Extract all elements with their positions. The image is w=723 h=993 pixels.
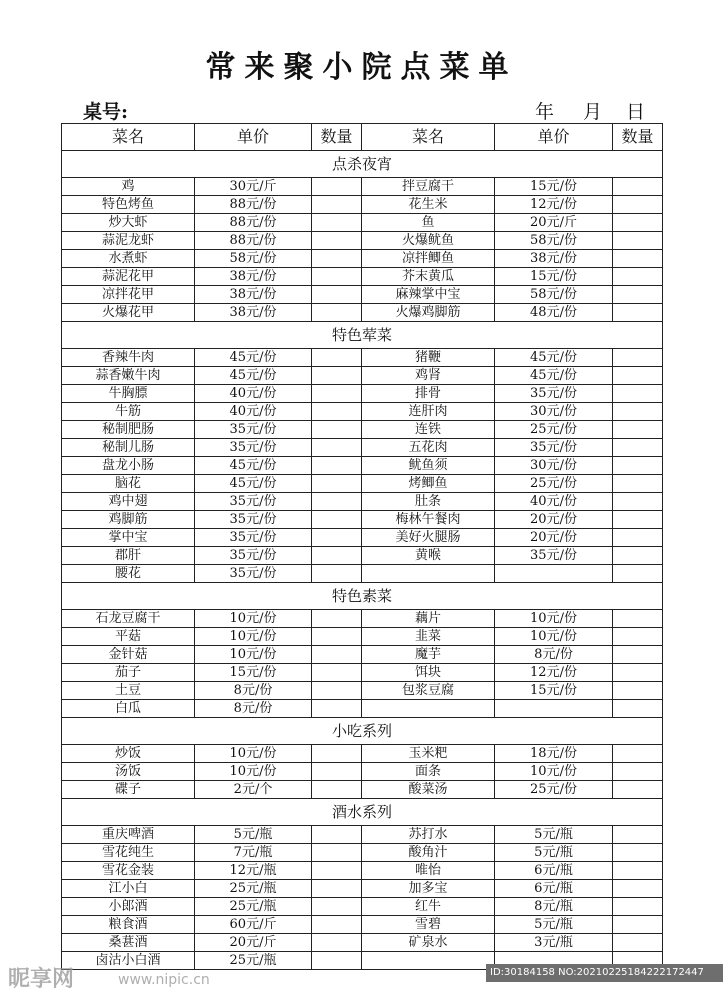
price-cell: 88元/份	[195, 232, 312, 250]
quantity-cell[interactable]	[312, 934, 362, 952]
quantity-cell[interactable]	[312, 628, 362, 646]
price-cell: 58元/份	[195, 250, 312, 268]
dish-name-cell: 肚条	[362, 493, 495, 511]
quantity-cell[interactable]	[312, 403, 362, 421]
table-row	[62, 646, 663, 664]
dish-name-cell: 饵块	[362, 664, 495, 682]
price-cell: 60元/斤	[195, 916, 312, 934]
price-cell: 58元/份	[495, 232, 613, 250]
dish-name-cell: 火爆鸡脚筋	[362, 304, 495, 322]
dish-name-cell: 碟子	[62, 781, 195, 799]
price-cell: 35元/份	[195, 439, 312, 457]
table-row	[62, 232, 663, 250]
quantity-cell[interactable]	[312, 475, 362, 493]
column-header-price: 单价	[195, 124, 312, 151]
table-row	[62, 898, 663, 916]
dish-name-cell: 特色烤鱼	[62, 196, 195, 214]
dish-name-cell: 平菇	[62, 628, 195, 646]
price-cell: 10元/份	[195, 628, 312, 646]
price-cell: 35元/份	[195, 493, 312, 511]
dish-name-cell: 江小白	[62, 880, 195, 898]
table-row	[62, 196, 663, 214]
table-row	[62, 763, 663, 781]
dish-name-cell: 麻辣掌中宝	[362, 286, 495, 304]
quantity-cell[interactable]	[613, 475, 663, 493]
dish-name-cell: 炒饭	[62, 745, 195, 763]
price-cell: 15元/份	[495, 268, 613, 286]
quantity-cell[interactable]	[312, 763, 362, 781]
price-cell: 45元/份	[495, 367, 613, 385]
price-cell: 20元/斤	[195, 934, 312, 952]
price-cell: 25元/份	[495, 475, 613, 493]
table-row	[62, 700, 663, 718]
price-cell: 15元/份	[495, 178, 613, 196]
dish-name-cell: 茄子	[62, 664, 195, 682]
quantity-cell[interactable]	[613, 763, 663, 781]
section-row	[62, 322, 663, 349]
quantity-cell[interactable]	[613, 862, 663, 880]
price-cell: 35元/份	[195, 421, 312, 439]
dish-name-cell: 土豆	[62, 682, 195, 700]
price-cell: 40元/份	[195, 403, 312, 421]
table-row	[62, 214, 663, 232]
section-title: 特色素菜	[62, 583, 663, 610]
price-cell: 45元/份	[195, 475, 312, 493]
dish-name-cell: 鱿鱼须	[362, 457, 495, 475]
section-title: 小吃系列	[62, 718, 663, 745]
price-cell: 88元/份	[195, 196, 312, 214]
price-cell: 25元/份	[495, 421, 613, 439]
page-title: 常来聚小院点菜单	[205, 50, 518, 85]
price-cell: 35元/份	[495, 385, 613, 403]
quantity-cell[interactable]	[613, 934, 663, 952]
quantity-cell[interactable]	[312, 232, 362, 250]
quantity-cell[interactable]	[312, 862, 362, 880]
price-cell: 20元/份	[495, 511, 613, 529]
dish-name-cell: 掌中宝	[62, 529, 195, 547]
table-row	[62, 304, 663, 322]
quantity-cell[interactable]	[613, 385, 663, 403]
price-cell: 30元/斤	[195, 178, 312, 196]
table-row	[62, 439, 663, 457]
quantity-cell[interactable]	[312, 610, 362, 628]
dish-name-cell: 雪花纯生	[62, 844, 195, 862]
price-cell: 40元/份	[495, 493, 613, 511]
dish-name-cell: 郡肝	[62, 547, 195, 565]
dish-name-cell: 牛胸膘	[62, 385, 195, 403]
table-row	[62, 880, 663, 898]
quantity-cell[interactable]	[613, 664, 663, 682]
price-cell: 25元/瓶	[195, 952, 312, 970]
dish-name-cell: 卤沽小白酒	[62, 952, 195, 970]
quantity-cell[interactable]	[312, 367, 362, 385]
price-cell: 6元/瓶	[495, 862, 613, 880]
price-cell: 35元/份	[195, 529, 312, 547]
table-row	[62, 844, 663, 862]
table-row	[62, 664, 663, 682]
quantity-cell[interactable]	[312, 826, 362, 844]
quantity-cell[interactable]	[312, 916, 362, 934]
dish-name-cell: 猪鞭	[362, 349, 495, 367]
table-row	[62, 628, 663, 646]
dish-name-cell: 连铁	[362, 421, 495, 439]
section-row	[62, 799, 663, 826]
quantity-cell[interactable]	[312, 682, 362, 700]
price-cell: 25元/瓶	[195, 880, 312, 898]
quantity-cell[interactable]	[312, 547, 362, 565]
quantity-cell[interactable]	[312, 178, 362, 196]
table-row	[62, 268, 663, 286]
quantity-cell[interactable]	[613, 700, 663, 718]
table-row	[62, 547, 663, 565]
price-cell: 12元/份	[495, 664, 613, 682]
column-header-dish: 菜名	[62, 124, 195, 151]
dish-name-cell: 花生米	[362, 196, 495, 214]
quantity-cell[interactable]	[613, 403, 663, 421]
price-cell: 10元/份	[195, 610, 312, 628]
quantity-cell[interactable]	[312, 844, 362, 862]
price-cell: 8元/份	[495, 646, 613, 664]
dish-name-cell: 小郎酒	[62, 898, 195, 916]
quantity-cell[interactable]	[613, 844, 663, 862]
column-header-price: 单价	[495, 124, 613, 151]
price-cell: 35元/份	[195, 511, 312, 529]
price-cell	[495, 700, 613, 718]
section-row	[62, 718, 663, 745]
quantity-cell[interactable]	[312, 493, 362, 511]
dish-name-cell: 面条	[362, 763, 495, 781]
dish-name-cell	[362, 700, 495, 718]
dish-name-cell: 美好火腿肠	[362, 529, 495, 547]
quantity-cell[interactable]	[613, 268, 663, 286]
price-cell: 18元/份	[495, 745, 613, 763]
dish-name-cell: 重庆啤酒	[62, 826, 195, 844]
dish-name-cell: 唯怡	[362, 862, 495, 880]
price-cell: 35元/份	[195, 547, 312, 565]
dish-name-cell: 凉拌花甲	[62, 286, 195, 304]
table-row	[62, 286, 663, 304]
table-row	[62, 565, 663, 583]
table-row	[62, 457, 663, 475]
price-cell: 45元/份	[195, 457, 312, 475]
table-number-label: 桌号:	[83, 101, 129, 123]
section-title: 特色荤菜	[62, 322, 663, 349]
price-cell: 15元/份	[495, 682, 613, 700]
price-cell: 5元/瓶	[495, 826, 613, 844]
price-cell: 35元/份	[195, 565, 312, 583]
table-row	[62, 511, 663, 529]
table-row	[62, 916, 663, 934]
dish-name-cell: 香辣牛肉	[62, 349, 195, 367]
table-row	[62, 475, 663, 493]
dish-name-cell: 矿泉水	[362, 934, 495, 952]
quantity-cell[interactable]	[312, 250, 362, 268]
quantity-cell[interactable]	[613, 349, 663, 367]
column-header-quantity: 数量	[613, 124, 663, 151]
dish-name-cell: 秘制肥肠	[62, 421, 195, 439]
dish-name-cell	[362, 952, 495, 970]
price-cell: 40元/份	[195, 385, 312, 403]
quantity-cell[interactable]	[613, 682, 663, 700]
dish-name-cell: 汤饭	[62, 763, 195, 781]
price-cell: 38元/份	[195, 304, 312, 322]
price-cell: 8元/瓶	[495, 898, 613, 916]
quantity-cell[interactable]	[613, 367, 663, 385]
dish-name-cell	[362, 565, 495, 583]
quantity-cell[interactable]	[613, 493, 663, 511]
dish-name-cell: 腰花	[62, 565, 195, 583]
dish-name-cell: 水煮虾	[62, 250, 195, 268]
table-row	[62, 826, 663, 844]
price-cell: 30元/份	[495, 457, 613, 475]
table-row	[62, 493, 663, 511]
dish-name-cell: 酸角汁	[362, 844, 495, 862]
date-year-label: 年	[535, 101, 555, 123]
quantity-cell[interactable]	[613, 916, 663, 934]
quantity-cell[interactable]	[312, 196, 362, 214]
price-cell: 88元/份	[195, 214, 312, 232]
section-title: 酒水系列	[62, 799, 663, 826]
price-cell: 10元/份	[495, 628, 613, 646]
dish-name-cell: 桑葚酒	[62, 934, 195, 952]
dish-name-cell: 鱼	[362, 214, 495, 232]
price-cell: 5元/瓶	[195, 826, 312, 844]
dish-name-cell: 藕片	[362, 610, 495, 628]
quantity-cell[interactable]	[613, 610, 663, 628]
price-cell: 12元/瓶	[195, 862, 312, 880]
quantity-cell[interactable]	[613, 628, 663, 646]
price-cell: 6元/瓶	[495, 880, 613, 898]
quantity-cell[interactable]	[613, 547, 663, 565]
menu-table-body	[62, 124, 663, 970]
quantity-cell[interactable]	[312, 745, 362, 763]
price-cell: 35元/份	[495, 547, 613, 565]
quantity-cell[interactable]	[312, 781, 362, 799]
dish-name-cell: 牛筋	[62, 403, 195, 421]
dish-name-cell: 魔芋	[362, 646, 495, 664]
menu-table	[61, 123, 663, 970]
dish-name-cell: 苏打水	[362, 826, 495, 844]
price-cell: 58元/份	[495, 286, 613, 304]
price-cell: 35元/份	[495, 439, 613, 457]
table-row	[62, 529, 663, 547]
quantity-cell[interactable]	[613, 304, 663, 322]
price-cell: 45元/份	[195, 367, 312, 385]
dish-name-cell: 金针菇	[62, 646, 195, 664]
watermark-url: www.nipic.cn	[118, 972, 210, 988]
quantity-cell[interactable]	[613, 880, 663, 898]
quantity-cell[interactable]	[312, 880, 362, 898]
dish-name-cell: 粮食酒	[62, 916, 195, 934]
price-cell: 8元/份	[195, 700, 312, 718]
dish-name-cell: 排骨	[362, 385, 495, 403]
table-row	[62, 745, 663, 763]
table-row	[62, 862, 663, 880]
dish-name-cell: 鸡	[62, 178, 195, 196]
quantity-cell[interactable]	[613, 286, 663, 304]
price-cell	[495, 565, 613, 583]
dish-name-cell: 五花肉	[362, 439, 495, 457]
dish-name-cell: 雪花金装	[62, 862, 195, 880]
section-title: 点杀夜宵	[62, 151, 663, 178]
quantity-cell[interactable]	[613, 745, 663, 763]
table-row	[62, 682, 663, 700]
table-row	[62, 403, 663, 421]
dish-name-cell: 秘制儿肠	[62, 439, 195, 457]
dish-name-cell: 白瓜	[62, 700, 195, 718]
date-month-label: 月	[583, 101, 603, 123]
dish-name-cell: 连肝肉	[362, 403, 495, 421]
price-cell: 15元/份	[195, 664, 312, 682]
dish-name-cell: 烤鲫鱼	[362, 475, 495, 493]
quantity-cell[interactable]	[613, 421, 663, 439]
table-row	[62, 367, 663, 385]
quantity-cell[interactable]	[312, 565, 362, 583]
quantity-cell[interactable]	[613, 646, 663, 664]
dish-name-cell: 红牛	[362, 898, 495, 916]
dish-name-cell: 鸡肾	[362, 367, 495, 385]
quantity-cell[interactable]	[613, 826, 663, 844]
table-row	[62, 934, 663, 952]
quantity-cell[interactable]	[613, 457, 663, 475]
quantity-cell[interactable]	[312, 214, 362, 232]
dish-name-cell: 炒大虾	[62, 214, 195, 232]
quantity-cell[interactable]	[312, 700, 362, 718]
column-header-dish: 菜名	[362, 124, 495, 151]
table-row	[62, 781, 663, 799]
price-cell: 48元/份	[495, 304, 613, 322]
price-cell: 45元/份	[195, 349, 312, 367]
price-cell: 12元/份	[495, 196, 613, 214]
dish-name-cell: 鸡脚筋	[62, 511, 195, 529]
quantity-cell[interactable]	[312, 439, 362, 457]
price-cell: 38元/份	[495, 250, 613, 268]
quantity-cell[interactable]	[613, 565, 663, 583]
quantity-cell[interactable]	[613, 781, 663, 799]
price-cell: 10元/份	[195, 646, 312, 664]
table-row	[62, 421, 663, 439]
section-row	[62, 583, 663, 610]
quantity-cell[interactable]	[312, 952, 362, 970]
dish-name-cell: 拌豆腐干	[362, 178, 495, 196]
quantity-cell[interactable]	[312, 304, 362, 322]
quantity-cell[interactable]	[613, 439, 663, 457]
column-header-quantity: 数量	[312, 124, 362, 151]
dish-name-cell: 蒜香嫩牛肉	[62, 367, 195, 385]
quantity-cell[interactable]	[613, 232, 663, 250]
quantity-cell[interactable]	[613, 511, 663, 529]
price-cell: 5元/瓶	[495, 916, 613, 934]
dish-name-cell: 酸菜汤	[362, 781, 495, 799]
quantity-cell[interactable]	[613, 214, 663, 232]
table-row	[62, 250, 663, 268]
price-cell: 25元/瓶	[195, 898, 312, 916]
price-cell: 38元/份	[195, 286, 312, 304]
quantity-cell[interactable]	[312, 268, 362, 286]
price-cell: 10元/份	[195, 763, 312, 781]
dish-name-cell: 凉拌鲫鱼	[362, 250, 495, 268]
price-cell: 2元/个	[195, 781, 312, 799]
quantity-cell[interactable]	[312, 385, 362, 403]
dish-name-cell: 盘龙小肠	[62, 457, 195, 475]
price-cell: 10元/份	[195, 745, 312, 763]
dish-name-cell: 蒜泥龙虾	[62, 232, 195, 250]
quantity-cell[interactable]	[312, 286, 362, 304]
dish-name-cell: 火爆鱿鱼	[362, 232, 495, 250]
quantity-cell[interactable]	[312, 529, 362, 547]
price-cell: 10元/份	[495, 610, 613, 628]
table-row	[62, 385, 663, 403]
dish-name-cell: 韭菜	[362, 628, 495, 646]
price-cell: 8元/份	[195, 682, 312, 700]
price-cell: 10元/份	[495, 763, 613, 781]
table-row	[62, 349, 663, 367]
quantity-cell[interactable]	[312, 664, 362, 682]
header-row	[62, 124, 663, 151]
table-row	[62, 610, 663, 628]
quantity-cell[interactable]	[312, 646, 362, 664]
dish-name-cell: 梅林午餐肉	[362, 511, 495, 529]
dish-name-cell: 石龙豆腐干	[62, 610, 195, 628]
quantity-cell[interactable]	[613, 178, 663, 196]
dish-name-cell: 雪碧	[362, 916, 495, 934]
quantity-cell[interactable]	[312, 421, 362, 439]
quantity-cell[interactable]	[312, 349, 362, 367]
price-cell: 7元/瓶	[195, 844, 312, 862]
price-cell: 3元/瓶	[495, 934, 613, 952]
quantity-cell[interactable]	[613, 529, 663, 547]
price-cell: 38元/份	[195, 268, 312, 286]
dish-name-cell: 玉米粑	[362, 745, 495, 763]
section-row	[62, 151, 663, 178]
date-day-label: 日	[626, 101, 646, 123]
quantity-cell[interactable]	[613, 250, 663, 268]
dish-name-cell: 火爆花甲	[62, 304, 195, 322]
table-row	[62, 178, 663, 196]
price-cell: 20元/斤	[495, 214, 613, 232]
quantity-cell[interactable]	[613, 196, 663, 214]
dish-name-cell: 包浆豆腐	[362, 682, 495, 700]
quantity-cell[interactable]	[312, 898, 362, 916]
price-cell: 25元/份	[495, 781, 613, 799]
dish-name-cell: 鸡中翅	[62, 493, 195, 511]
watermark-site: 昵享网	[8, 967, 75, 992]
price-cell: 30元/份	[495, 403, 613, 421]
dish-name-cell: 芥末黄瓜	[362, 268, 495, 286]
dish-name-cell: 黄喉	[362, 547, 495, 565]
quantity-cell[interactable]	[312, 511, 362, 529]
quantity-cell[interactable]	[613, 898, 663, 916]
quantity-cell[interactable]	[312, 457, 362, 475]
watermark-id: ID:30184158 NO:20210225184222172447	[486, 964, 723, 982]
dish-name-cell: 脑花	[62, 475, 195, 493]
dish-name-cell: 加多宝	[362, 880, 495, 898]
price-cell: 5元/瓶	[495, 844, 613, 862]
price-cell: 45元/份	[495, 349, 613, 367]
price-cell: 20元/份	[495, 529, 613, 547]
dish-name-cell: 蒜泥花甲	[62, 268, 195, 286]
